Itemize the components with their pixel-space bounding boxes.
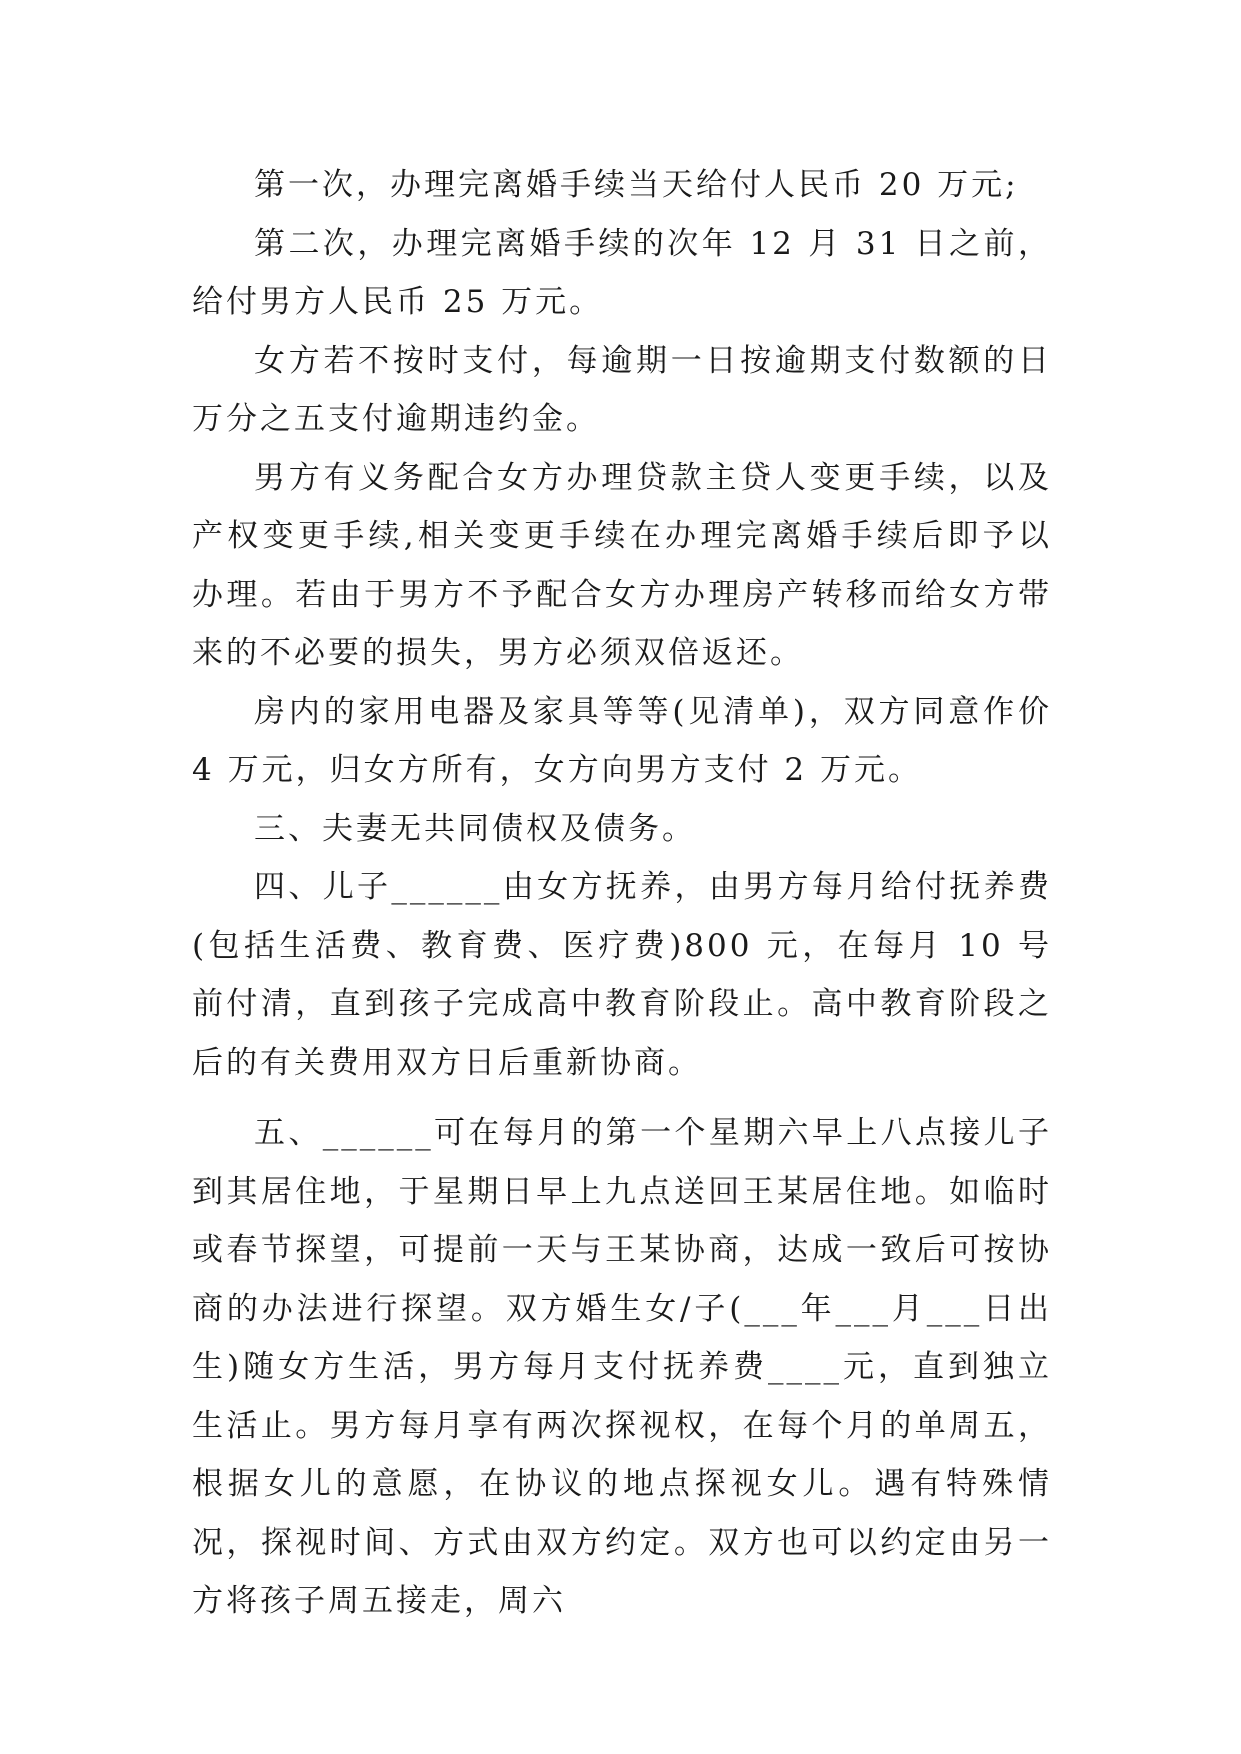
paragraph-clause-four: 四、儿子______由女方抚养，由男方每月给付抚养费(包括生活费、教育费、医疗费)800 元，在每月 10 号前付清，直到孩子完成高中教育阶段止。高中教育阶段之后的有关费用双方日后重新协商。 [192,869,1052,1081]
paragraph-clause-five: 五、______可在每月的第一个星期六早上八点接儿子到其居住地，于星期日早上九点送回王某居住地。如临时或春节探望，可提前一天与王某协商，达成一致后可按协商的办法进行探望。双方婚生女/子(___年___月___日出生)随女方生活，男方每月支付抚养费____元，直到独立生活止。男方每月享有两次探视权，在每个月的单周五，根据女儿的意愿，在协议的地点探视女儿。遇有特殊情况，探视时间、方式由双方约定。双方也可以约定由另一方将孩子周五接走，周六 [192,1115,1052,1619]
paragraph-clause-three: 三、夫妻无共同债权及债务。 [254,810,696,847]
paragraph-first-payment: 第一次，办理完离婚手续当天给付人民币 20 万元; [254,167,1019,203]
document-body [192,156,1052,1631]
paragraph-loan-transfer: 男方有义务配合女方办理贷款主贷人变更手续，以及产权变更手续,相关变更手续在办理完离婚手续后即予以办理。若由于男方不予配合女方办理房产转移而给女方带来的不必要的损失，男方必须双倍返还。 [192,459,1052,671]
paragraph-second-payment: 第二次，办理完离婚手续的次年 12 月 31 日之前，给付男方人民币 25 万元。 [192,225,1052,320]
paragraph-late-penalty: 女方若不按时支付，每逾期一日按逾期支付数额的日万分之五支付逾期违约金。 [192,342,1052,437]
paragraph-furniture: 房内的家用电器及家具等等(见清单)，双方同意作价 4 万元，归女方所有，女方向男方支付 2 万元。 [192,693,1052,788]
